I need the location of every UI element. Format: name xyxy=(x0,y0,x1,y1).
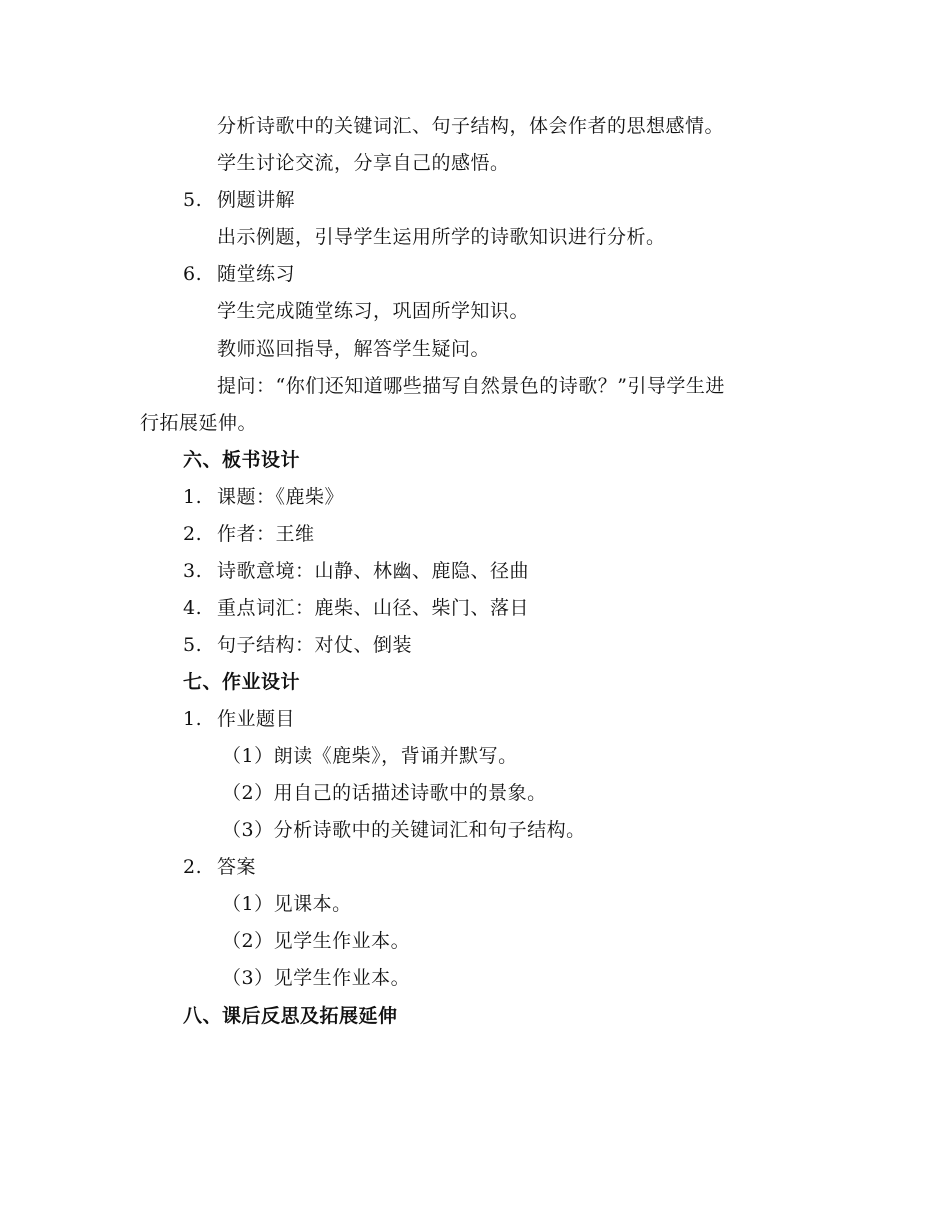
paragraph-analysis: 分析诗歌中的关键词汇、句子结构，体会作者的思想感情。 xyxy=(217,115,725,137)
homework-item-answers: 2. 答案 xyxy=(183,856,257,878)
board-item-imagery: 3. 诗歌意境：山静、林幽、鹿隐、径曲 xyxy=(183,560,530,582)
heading-board-design: 六、板书设计 xyxy=(183,449,301,471)
paragraph-practice: 学生完成随堂练习，巩固所学知识。 xyxy=(217,300,530,322)
list-item-example: 5. 例题讲解 xyxy=(183,189,296,211)
homework-topic-3: （3）分析诗歌中的关键词汇和句子结构。 xyxy=(222,819,586,841)
homework-item-topics: 1. 作业题目 xyxy=(183,708,296,730)
list-item-practice: 6. 随堂练习 xyxy=(183,263,296,285)
board-item-structure: 5. 句子结构：对仗、倒装 xyxy=(183,634,413,656)
paragraph-discussion: 学生讨论交流，分享自己的感悟。 xyxy=(217,152,510,174)
homework-answer-2: （2）见学生作业本。 xyxy=(222,930,411,952)
homework-answer-3: （3）见学生作业本。 xyxy=(222,967,411,989)
paragraph-question: 提问：“你们还知道哪些描写自然景色的诗歌？”引导学生进 xyxy=(217,375,725,397)
homework-answer-1: （1）见课本。 xyxy=(222,893,352,915)
homework-topic-2: （2）用自己的话描述诗歌中的景象。 xyxy=(222,782,547,804)
board-item-vocabulary: 4. 重点词汇：鹿柴、山径、柴门、落日 xyxy=(183,597,530,619)
paragraph-question-continued: 行拓展延伸。 xyxy=(140,412,258,434)
paragraph-guidance: 教师巡回指导，解答学生疑问。 xyxy=(217,338,491,360)
heading-homework-design: 七、作业设计 xyxy=(183,671,301,693)
homework-topic-1: （1）朗读《鹿柴》，背诵并默写。 xyxy=(222,745,518,767)
paragraph-example: 出示例题，引导学生运用所学的诗歌知识进行分析。 xyxy=(217,226,666,248)
board-item-title: 1. 课题：《鹿柴》 xyxy=(183,486,345,508)
heading-reflection-extension: 八、课后反思及拓展延伸 xyxy=(183,1005,398,1027)
board-item-author: 2. 作者：王维 xyxy=(183,523,315,545)
